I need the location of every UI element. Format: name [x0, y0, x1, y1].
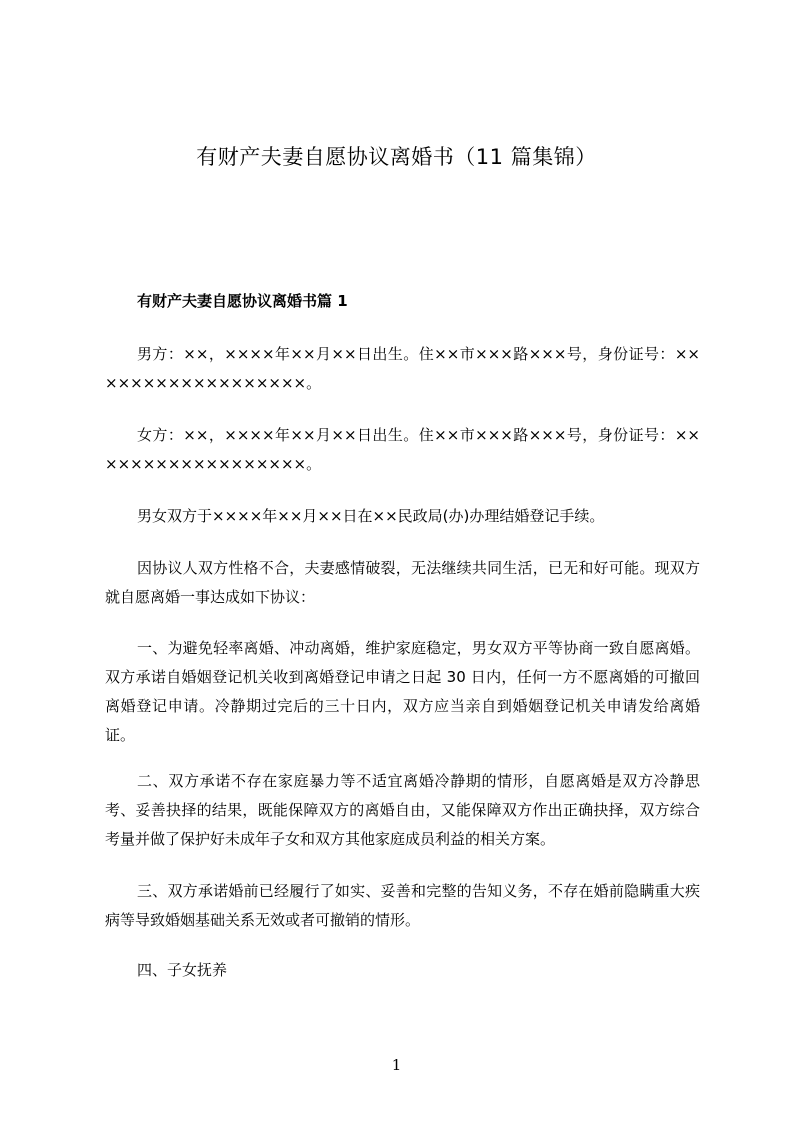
document-title: 有财产夫妻自愿协议离婚书（11 篇集锦） — [196, 145, 597, 169]
page-number: 1 — [391, 1056, 402, 1074]
paragraph-female-party: 女方：××，××××年××月××日出生。住××市×××路×××号，身份证号：××××××××××××××××××。 — [105, 426, 700, 473]
paragraph-marriage-registration: 男女双方于××××年××月××日在××民政局(办)办理结婚登记手续。 — [137, 507, 605, 525]
section-heading: 有财产夫妻自愿协议离婚书篇 1 — [137, 292, 348, 310]
paragraph-clause-3: 三、双方承诺婚前已经履行了如实、妥善和完整的告知义务，不存在婚前隐瞒重大疾病等导致婚姻基础关系无效或者可撤销的情形。 — [105, 882, 700, 929]
paragraph-divorce-reason: 因协议人双方性格不合，夫妻感情破裂，无法继续共同生活，已无和好可能。现双方就自愿离婚一事达成如下协议： — [105, 559, 700, 606]
paragraph-male-party: 男方：××，××××年××月××日出生。住××市×××路×××号，身份证号：××××××××××××××××××。 — [105, 345, 700, 392]
paragraph-clause-1: 一、为避免轻率离婚、冲动离婚，维护家庭稳定，男女双方平等协商一致自愿离婚。双方承诺自婚姻登记机关收到离婚登记申请之日起 30 日内，任何一方不愿离婚的可撤回离婚登记申请。冷静期过完后的三十日内，双方应当亲自到婚姻登记机关申请发给离婚证。 — [105, 639, 700, 744]
paragraph-clause-4-heading: 四、子女抚养 — [137, 961, 228, 979]
paragraph-clause-2: 二、双方承诺不存在家庭暴力等不适宜离婚冷静期的情形，自愿离婚是双方冷静思考、妥善抉择的结果，既能保障双方的离婚自由，又能保障双方作出正确抉择，双方综合考量并做了保护好未成年子女和双方其他家庭成员利益的相关方案。 — [105, 772, 700, 848]
